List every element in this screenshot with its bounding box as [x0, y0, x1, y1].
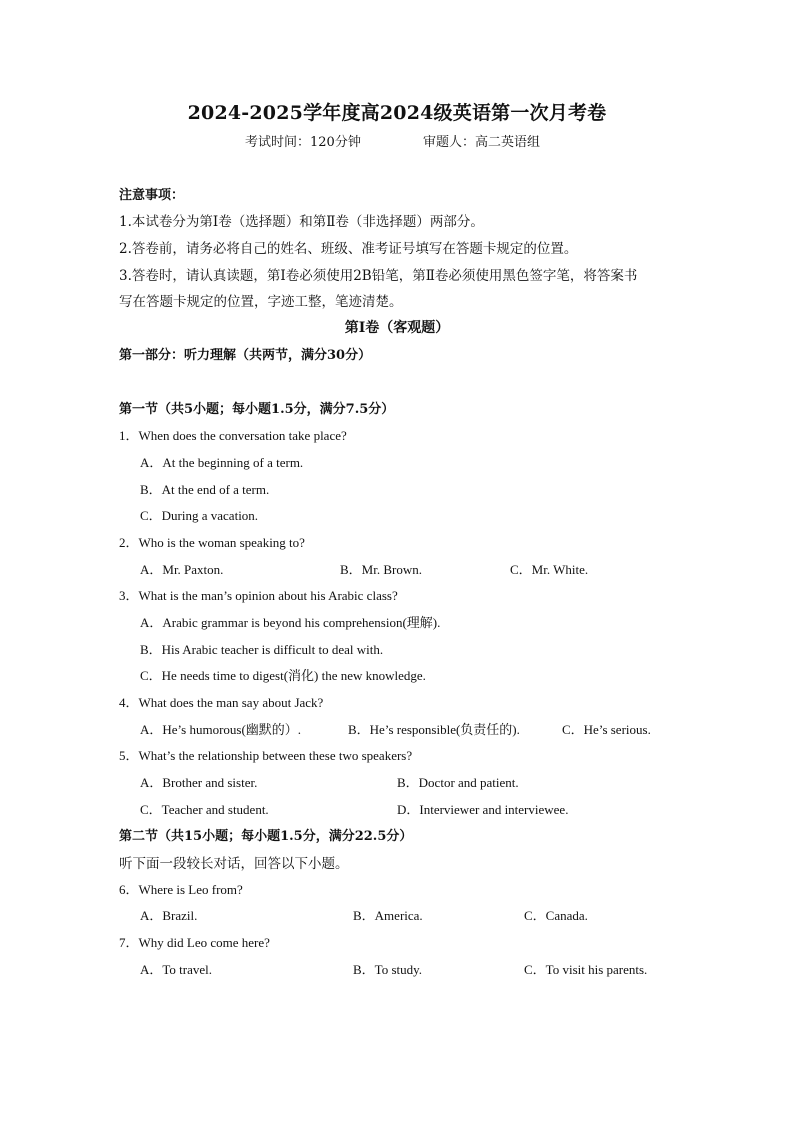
question-stem: 7．Why did Leo come here? [119, 935, 270, 950]
exam-time: 考试时间：120分钟 [245, 135, 361, 150]
notes-heading: 注意事项： [119, 188, 185, 203]
exam-reviewer: 审题人：高二英语组 [423, 135, 541, 150]
exam-title: 2024-2025学年度高2024级英语第一次月考卷 [187, 102, 607, 124]
question-stem: 3．What is the man’s opinion about his Arabic class? [119, 588, 398, 603]
question-option: B．At the end of a term. [140, 482, 270, 497]
question-option: A．Mr. Paxton. [140, 562, 224, 577]
question-option: C．He needs time to digest(消化) the new knowledge. [140, 668, 426, 683]
question-option: A．He’s humorous(幽默的）. [140, 722, 302, 737]
question-option: D．Interviewer and interviewee. [397, 802, 569, 817]
question-option: B．He’s responsible(负责任的). [348, 722, 520, 737]
question-option: A．Arabic grammar is beyond his comprehension(理解). [140, 615, 441, 630]
part-title: 第一部分：听力理解（共两节，满分30分） [119, 348, 372, 363]
question-option: A．At the beginning of a term. [140, 455, 304, 470]
question-option: B．Mr. Brown. [340, 562, 422, 577]
question-stem: 2．Who is the woman speaking to? [119, 535, 305, 550]
question-stem: 4．What does the man say about Jack? [119, 695, 324, 710]
question-option: A．To travel. [140, 962, 213, 977]
question-option: B．To study. [353, 962, 423, 977]
question-option: B．Doctor and patient. [397, 775, 519, 790]
volume-title: 第Ⅰ卷（客观题） [344, 320, 450, 336]
notes-item: 写在答题卡规定的位置，字迹工整，笔迹清楚。 [119, 294, 403, 310]
question-option: B．His Arabic teacher is difficult to deal with. [140, 642, 384, 657]
question-option: C．During a vacation. [140, 508, 259, 523]
question-option: C．He’s serious. [562, 722, 651, 737]
section-title: 第一节（共5小题；每小题1.5分，满分7.5分） [119, 402, 395, 417]
question-stem: 5．What’s the relationship between these two speakers? [119, 748, 413, 763]
question-stem: 6．Where is Leo from? [119, 882, 243, 897]
notes-item: 3.答卷时，请认真读题，第Ⅰ卷必须使用2B铅笔，第Ⅱ卷必须使用黑色签字笔，将答案书 [119, 268, 638, 284]
question-option: A．Brazil. [140, 908, 198, 923]
section-title: 第二节（共15小题；每小题1.5分，满分22.5分） [119, 829, 413, 844]
section-instruction: 听下面一段较长对话，回答以下小题。 [119, 856, 349, 872]
question-option: C．Teacher and student. [140, 802, 269, 817]
question-option: C．To visit his parents. [524, 962, 648, 977]
question-option: A．Brother and sister. [140, 775, 258, 790]
notes-item: 1.本试卷分为第Ⅰ卷（选择题）和第Ⅱ卷（非选择题）两部分。 [119, 214, 484, 230]
question-option: C．Mr. White. [510, 562, 589, 577]
question-option: C．Canada. [524, 908, 588, 923]
notes-item: 2.答卷前，请务必将自己的姓名、班级、准考证号填写在答题卡规定的位置。 [119, 241, 578, 257]
question-option: B．America. [353, 908, 423, 923]
question-stem: 1．When does the conversation take place? [119, 428, 347, 443]
